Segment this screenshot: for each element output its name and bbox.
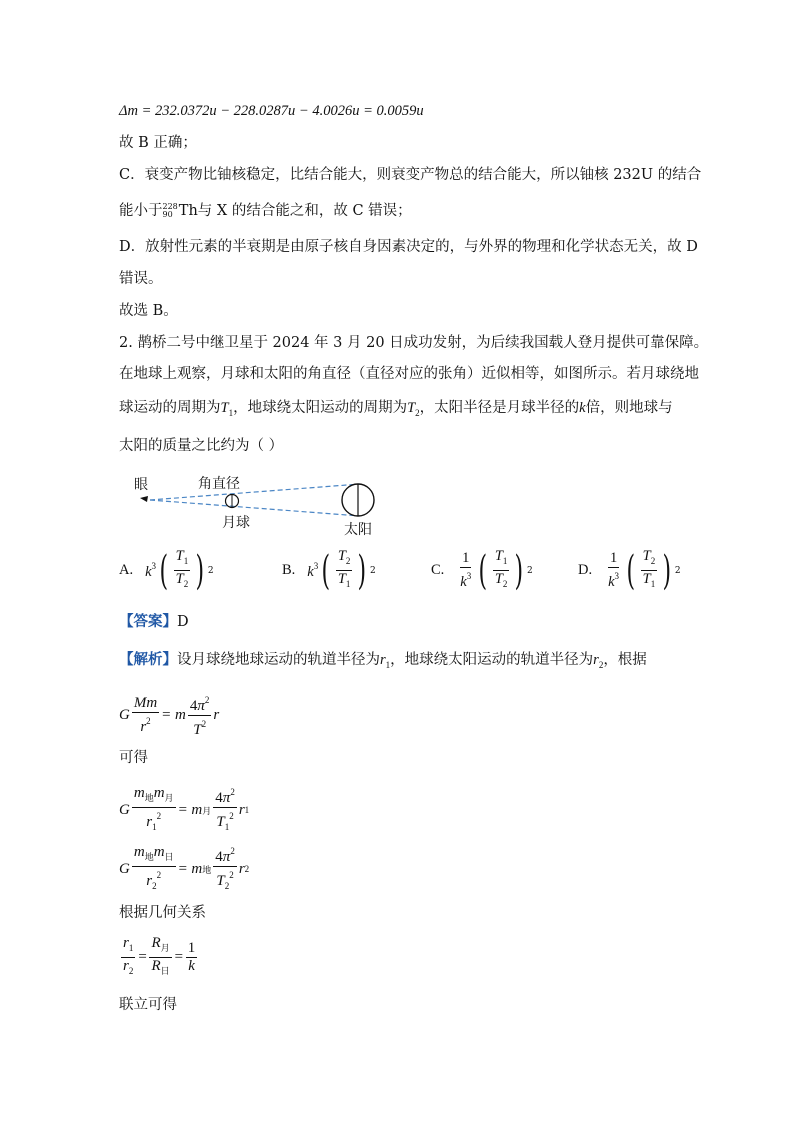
- option-d-explanation-1: D．放射性元素的半衰期是由原子核自身因素决定的，与外界的物理和化学状态无关，故 D: [119, 239, 698, 255]
- moon-orbit-equation: G $\frac{m_地m_月}{r_1^2}$ = m 月 $\frac{4\pi^2}{T_1^2}$ r 1: [119, 784, 250, 832]
- option-c[interactable]: C. $\frac{1}{k^3}$ ( $\frac{T_1}{T_2}$ ) 2: [431, 547, 533, 594]
- option-c-explanation-1: C．衰变产物比铀核稳定，比结合能大，则衰变产物总的结合能大，所以铀核 232U 的结合: [119, 167, 702, 183]
- question-2-line-2: 在地球上观察，月球和太阳的角直径（直径对应的张角）近似相等，如图所示。若月球绕地: [119, 366, 699, 382]
- eye-label: 眼: [134, 477, 148, 493]
- answer-line: 【答案】D: [119, 613, 189, 630]
- gravity-equation: G $\frac{Mm}{r^2}$ = m $\frac{4\pi^2}{T^2}$ r: [119, 692, 219, 739]
- ratio-equation: $\frac{r_1}{r_2}$ = $\frac{R_月}{R_日}$ = $\frac{1}{k}$: [123, 935, 196, 976]
- option-d-explanation-2: 错误。: [119, 271, 163, 287]
- thorium-nuclide: 228 90: [162, 202, 178, 219]
- lianli-text: 联立可得: [119, 997, 177, 1013]
- option-c-explanation-2: 能小于 228 90 Th与 X 的结合能之和，故 C 错误；: [119, 202, 412, 219]
- eye-icon: [140, 496, 148, 502]
- angular-diameter-diagram: [130, 470, 390, 540]
- angle-label: 角直径: [198, 476, 240, 492]
- question-2-line-1: 2. 鹊桥二号中继卫星于 2024 年 3 月 20 日成功发射，为后续我国载人登月提供可靠保障。: [119, 335, 709, 351]
- geometry-text: 根据几何关系: [119, 905, 206, 921]
- moon-label: 月球: [222, 515, 250, 531]
- kede-text: 可得: [119, 750, 148, 766]
- analysis-line: 【解析】设月球绕地球运动的轨道半径为$r_1$，地球绕太阳运动的轨道半径为$r_2$，根据: [119, 651, 647, 670]
- sun-label: 太阳: [344, 522, 372, 538]
- question-2-line-3: 球运动的周期为$T_1$，地球绕太阳运动的周期为$T_2$，太阳半径是月球半径的k倍，则地球与: [119, 400, 673, 418]
- statement-b-correct: 故 B 正确；: [119, 135, 197, 151]
- delta-m-equation: Δm = 232.0372u − 228.0287u − 4.0026u = 0.0059u: [119, 103, 424, 119]
- option-a[interactable]: A. $k^3$ ( $\frac{T_1}{T_2}$ ) 2: [119, 547, 214, 594]
- choose-b: 故选 B。: [119, 303, 178, 319]
- question-2-line-4: 太阳的质量之比约为（ ）: [119, 438, 284, 454]
- option-b[interactable]: B. $k^3$ ( $\frac{T_2}{T_1}$ ) 2: [282, 547, 376, 594]
- option-d[interactable]: D. $\frac{1}{k^3}$ ( $\frac{T_2}{T_1}$ ) 2: [578, 547, 681, 594]
- earth-orbit-equation: G $\frac{m_地m_日}{r_2^2}$ = m 地 $\frac{4\pi^2}{T_2^2}$ r 2: [119, 843, 250, 891]
